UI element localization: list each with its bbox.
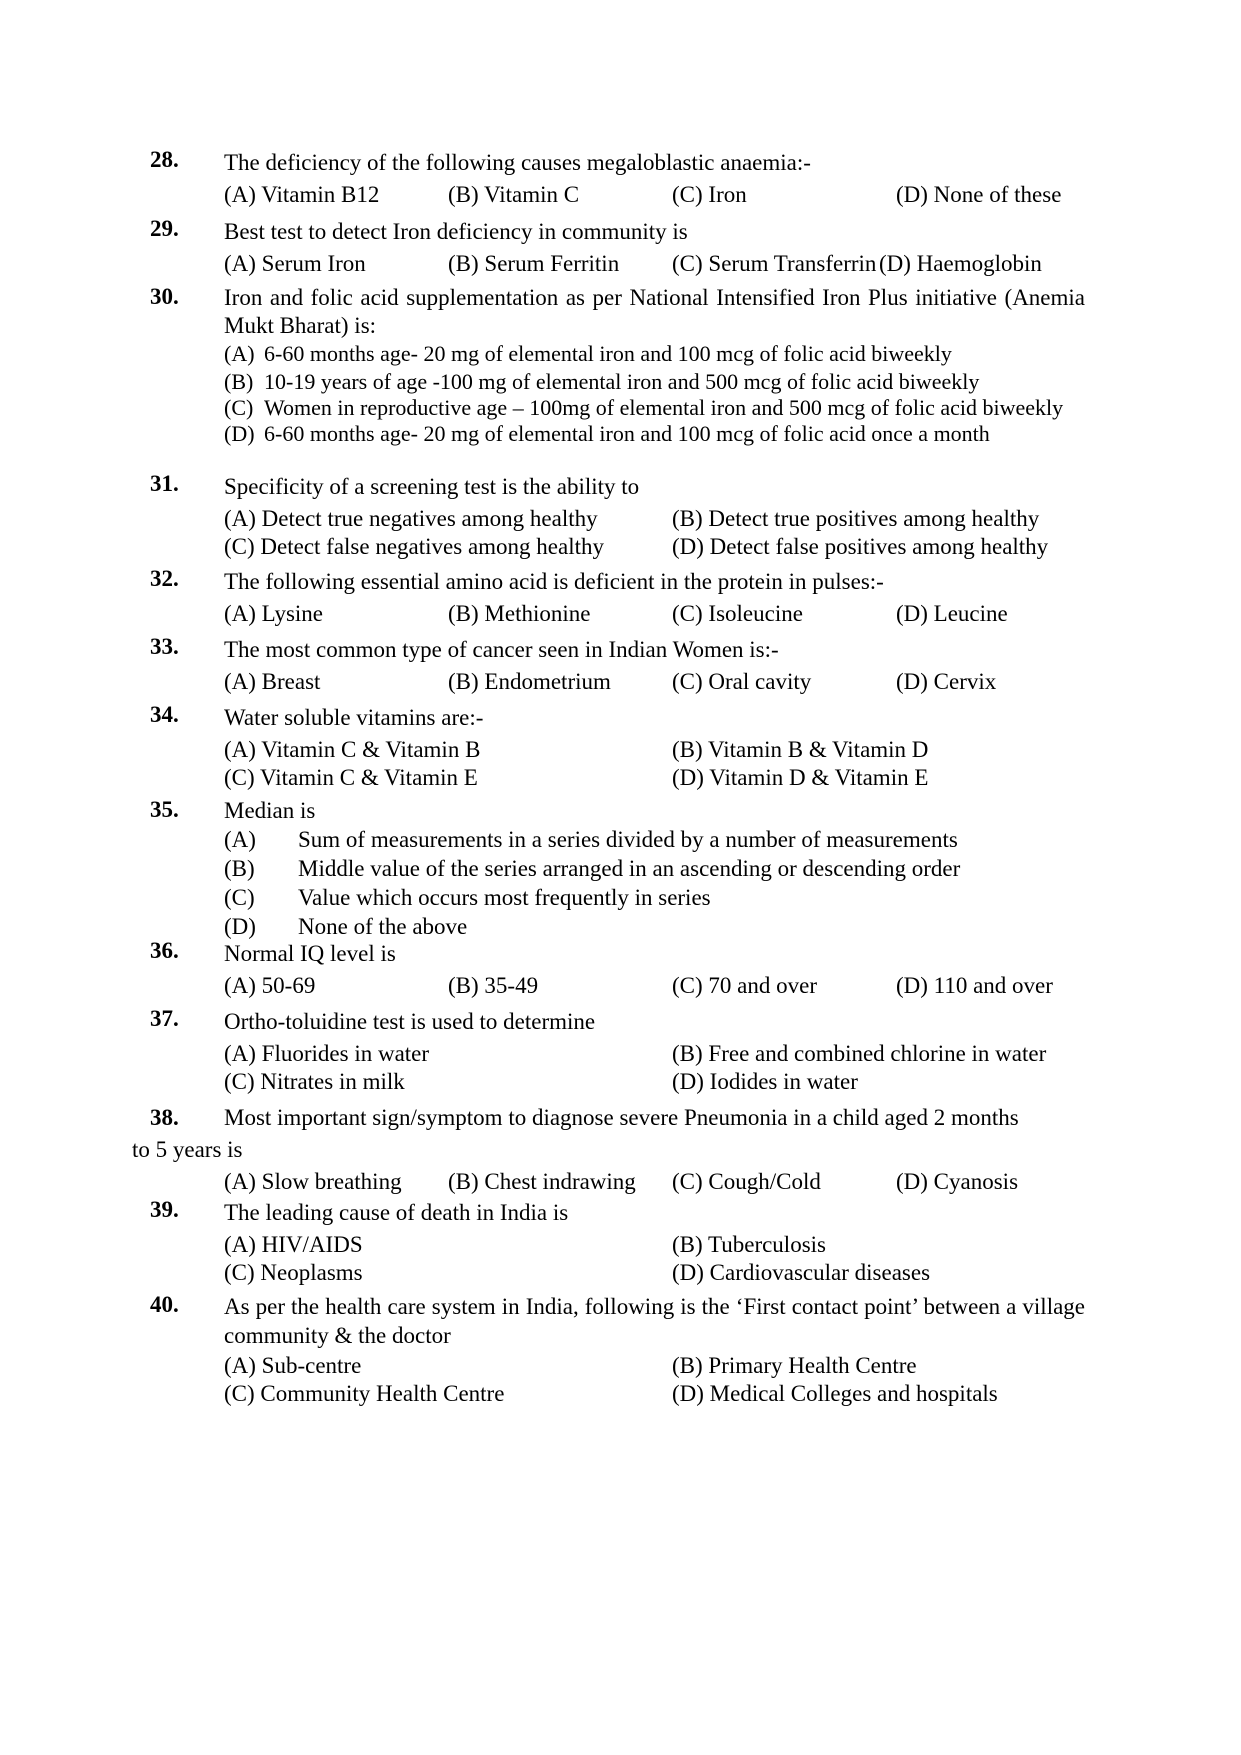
question-number: 37. [150, 1006, 179, 1031]
question-28 [150, 147, 1085, 211]
options-row [224, 970, 1085, 1002]
question-number: 29. [150, 216, 179, 241]
question-40 [150, 1292, 1085, 1410]
option-a: (A) 50-69 [224, 973, 316, 998]
question-number: 36. [150, 938, 179, 963]
option-c: (C) Oral cavity [672, 669, 812, 694]
options-row [224, 1257, 1085, 1289]
question-number: 28. [150, 147, 179, 172]
option-a: (A) HIV/AIDS [224, 1232, 363, 1257]
question-stem: The following essential amino acid is deficient in the protein in pulses:- [224, 569, 884, 594]
options-row [224, 1166, 1085, 1198]
option-c: (C) Value which occurs most frequently in series [224, 885, 711, 910]
question-stem: Ortho-toluidine test is used to determine [224, 1009, 596, 1034]
question-number: 38. [150, 1105, 179, 1130]
option-b: (B) Vitamin C [448, 182, 580, 207]
option-a: (A) Lysine [224, 601, 324, 626]
option-a: (A) 6-60 months age- 20 mg of elemental iron and 100 mcg of folic acid biweekly [224, 341, 952, 366]
option-c: (C) Detect false negatives among healthy [224, 534, 604, 559]
option-d: (D) Cardiovascular diseases [672, 1260, 931, 1285]
option-d: (D) Medical Colleges and hospitals [672, 1381, 998, 1406]
option-b: (B) 35-49 [448, 973, 539, 998]
option-d: (D) Haemoglobin [879, 251, 1042, 276]
option-a: (A) Vitamin C & Vitamin B [224, 737, 481, 762]
question-31 [150, 471, 1085, 563]
question-33 [150, 634, 1085, 698]
question-number: 32. [150, 566, 179, 591]
options-row [224, 531, 1085, 563]
option-a: (A) Sub-centre [224, 1353, 362, 1378]
options-row [224, 1066, 1085, 1098]
option-a: (A) Sum of measurements in a series divided by a number of measurements [224, 827, 958, 852]
question-38 [132, 1102, 1085, 1198]
option-c: (C) Cough/Cold [672, 1169, 821, 1194]
question-number: 34. [150, 702, 179, 727]
option-a: (A) Breast [224, 669, 321, 694]
question-29 [150, 216, 1085, 280]
option-d: (D) None of the above [224, 914, 468, 939]
option-c: (C) Vitamin C & Vitamin E [224, 765, 478, 790]
option-b: (B) Detect true positives among healthy [672, 506, 1040, 531]
question-39 [150, 1197, 1085, 1289]
option-d: (D) Detect false positives among healthy [672, 534, 1049, 559]
question-number: 40. [150, 1292, 179, 1317]
option-d: (D) Iodides in water [672, 1069, 858, 1094]
options-row [224, 666, 1085, 698]
option-d: (D) Vitamin D & Vitamin E [672, 765, 929, 790]
options-row [224, 1378, 1085, 1410]
option-b: (B) Free and combined chlorine in water [672, 1041, 1047, 1066]
option-a: (A) Slow breathing [224, 1169, 402, 1194]
question-30 [150, 284, 1085, 448]
question-stem: As per the health care system in India, following is the ‘First contact point’ between a village community & the doctor [224, 1294, 1085, 1348]
option-b: (B) Tuberculosis [672, 1232, 826, 1257]
question-36 [150, 938, 1085, 1002]
option-b: (B) Chest indrawing [448, 1169, 636, 1194]
question-35 [150, 797, 1085, 941]
option-c: (C) Nitrates in milk [224, 1069, 405, 1094]
option-a: (A) Detect true negatives among healthy [224, 506, 598, 531]
option-a: (A) Fluorides in water [224, 1041, 430, 1066]
option-c: (C) Iron [672, 182, 747, 207]
options-row [224, 598, 1085, 630]
question-stem: Median is [224, 798, 316, 823]
option-c: (C) Women in reproductive age – 100mg of elemental iron and 500 mcg of folic acid biweekly [224, 395, 1064, 420]
question-stem: The deficiency of the following causes megaloblastic anaemia:- [224, 150, 811, 175]
option-c: (C) Neoplasms [224, 1260, 363, 1285]
question-number: 39. [150, 1197, 179, 1222]
option-a: (A) Vitamin B12 [224, 182, 380, 207]
option-c: (C) Serum Transferrin [672, 251, 877, 276]
question-stem: Specificity of a screening test is the ability to [224, 474, 640, 499]
question-stem: 38. Most important sign/symptom to diagnose severe Pneumonia in a child aged 2 months to 5 years is [150, 1102, 1085, 1166]
option-d: (D) 110 and over [896, 973, 1053, 998]
question-stem: The leading cause of death in India is [224, 1200, 569, 1225]
question-34 [150, 702, 1085, 794]
option-d: (D) Leucine [896, 601, 1008, 626]
option-d: (D) None of these [896, 182, 1062, 207]
question-stem: Water soluble vitamins are:- [224, 705, 484, 730]
option-d: (D) 6-60 months age- 20 mg of elemental iron and 100 mcg of folic acid once a month [224, 421, 990, 446]
option-d: (D) Cyanosis [896, 1169, 1019, 1194]
question-number: 33. [150, 634, 179, 659]
options-row [224, 248, 1085, 280]
option-d: (D) Cervix [896, 669, 997, 694]
question-number: 30. [150, 284, 179, 309]
question-stem: Normal IQ level is [224, 941, 396, 966]
option-b: (B) Primary Health Centre [672, 1353, 917, 1378]
options-row [224, 762, 1085, 794]
question-stem: Best test to detect Iron deficiency in community is [224, 219, 688, 244]
option-b: (B) Methionine [448, 601, 591, 626]
question-32 [150, 566, 1085, 630]
question-37 [150, 1006, 1085, 1098]
option-b: (B) 10-19 years of age -100 mg of elemental iron and 500 mcg of folic acid biweekly [224, 368, 980, 394]
option-c: (C) Community Health Centre [224, 1381, 505, 1406]
option-b: (B) Endometrium [448, 669, 611, 694]
option-b: (B) Middle value of the series arranged in an ascending or descending order [224, 856, 961, 881]
option-b: (B) Vitamin B & Vitamin D [672, 737, 929, 762]
options-row [224, 179, 1085, 211]
option-b: (B) Serum Ferritin [448, 251, 620, 276]
question-stem: Iron and folic acid supplementation as per National Intensified Iron Plus initiative (Anemia Mukt Bharat) is: [224, 285, 1085, 338]
option-c: (C) 70 and over [672, 973, 817, 998]
question-number: 31. [150, 471, 179, 496]
question-stem: The most common type of cancer seen in Indian Women is:- [224, 637, 779, 662]
option-c: (C) Isoleucine [672, 601, 803, 626]
option-a: (A) Serum Iron [224, 251, 366, 276]
question-number: 35. [150, 797, 179, 822]
